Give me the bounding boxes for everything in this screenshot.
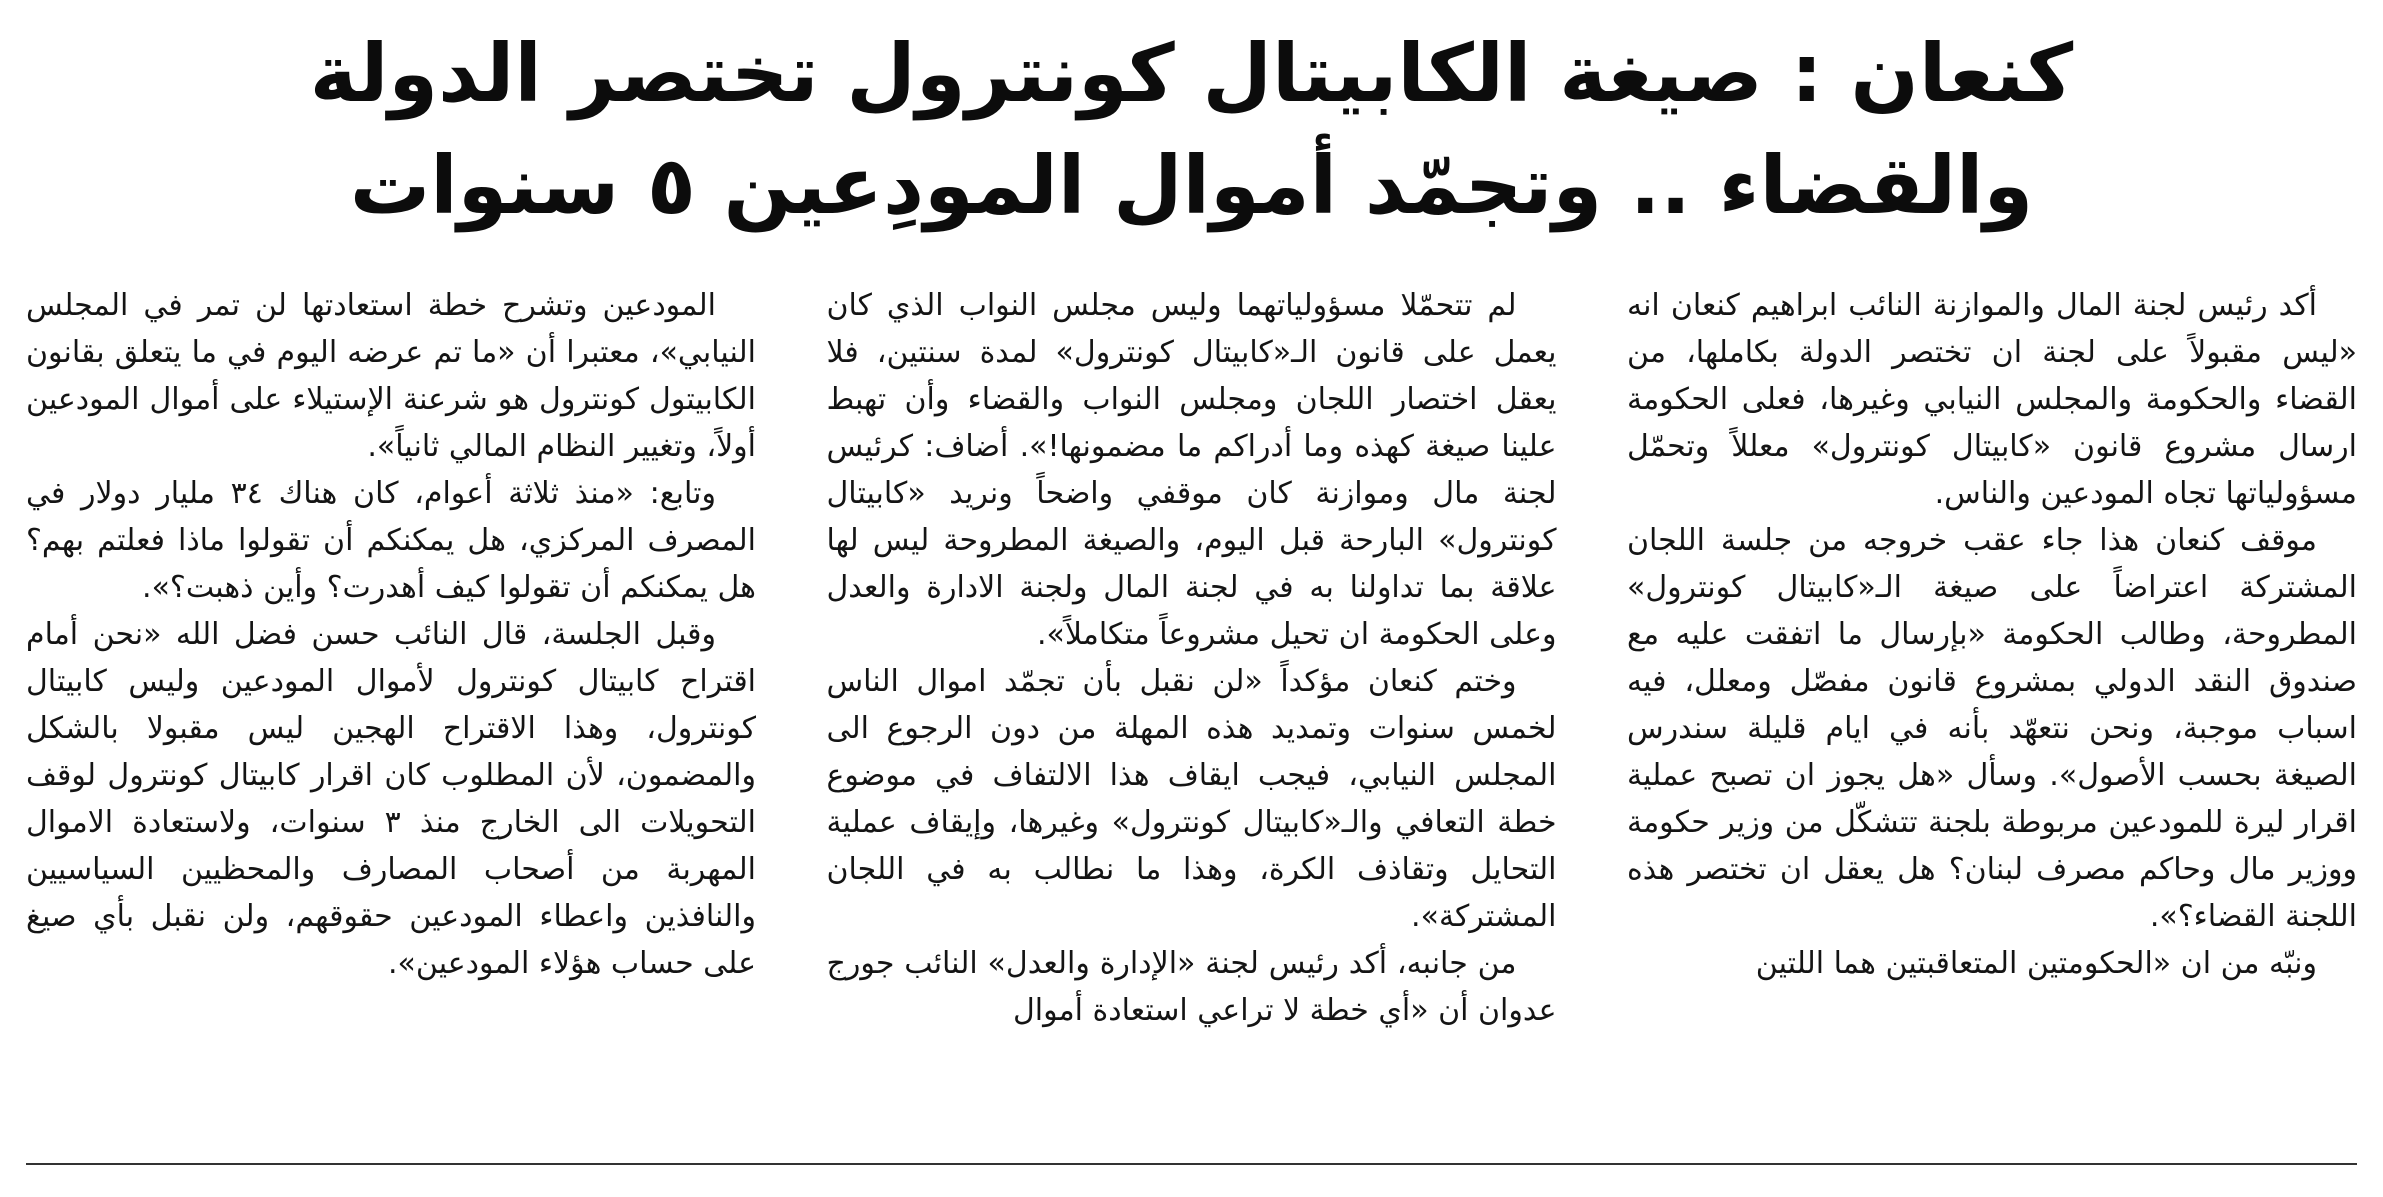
- column-3-paragraph-3: وقبل الجلسة، قال النائب حسن فضل الله «نحن أمام اقتراح كابيتال كونترول لأموال المودعين وليس كابيتال كونترول، وهذا الاقتراح الهجين ليس مقبولا بالشكل والمضمون، لأن المطلوب كان اقرار كابيتال كونترول لوقف التحويلات الى الخارج منذ ٣ سنوات، ولاستعادة الاموال المهربة من أصحاب المصارف والمحظيين السياسيين والنافذين واعطاء المودعين حقوقهم، ولن نقبل بأي صيغ على حساب هؤلاء المودعين».: [26, 617, 756, 981]
- column-3-paragraph-1: المودعين وتشرح خطة استعادتها لن تمر في المجلس النيابي»، معتبرا أن «ما تم عرضه اليوم في ما يتعلق بقانون الكابيتول كونترول هو شرعنة الإستيلاء على أموال المودعين أولاً، وتغيير النظام المالي ثانياً».: [26, 288, 756, 464]
- headline-line-1: كنعان : صيغة الكابيتال كونترول تختصر الدولة: [309, 27, 2074, 120]
- article-column-1: [1627, 282, 2357, 1142]
- headline-line-2: والقضاء .. وتجمّد أموال المودِعين ٥ سنوات: [349, 139, 2034, 232]
- column-2-paragraph-2: وختم كنعان مؤكداً «لن نقبل بأن تجمّد اموال الناس لخمس سنوات وتمديد هذه المهلة من دون الرجوع الى المجلس النيابي، فيجب ايقاف هذا الالتفاف في موضوع خطة التعافي والـ«كابيتال كونترول» وغيرها، وإيقاف عملية التحايل وتقاذف الكرة، وهذا ما نطالب به في اللجان المشتركة».: [826, 664, 1557, 934]
- article-columns: [26, 282, 2357, 1142]
- column-3-paragraph-2: وتابع: «منذ ثلاثة أعوام، كان هناك ٣٤ مليار دولار في المصرف المركزي، هل يمكنكم أن تقولوا ماذا فعلتم بهم؟ هل يمكنكم أن تقولوا كيف أهدرت؟ وأين ذهبت؟».: [26, 476, 756, 605]
- column-2-paragraph-1: لم تتحمّلا مسؤولياتهما وليس مجلس النواب الذي كان يعمل على قانون الـ«كابيتال كونترول» لمدة سنتين، فلا يعقل اختصار اللجان ومجلس النواب والقضاء وأن تهبط علينا صيغة كهذه وما أدراكم ما مضمونها!». أضاف: كرئيس لجنة مال وموازنة كان موقفي واضحاً ونريد «كابيتال كونترول» البارحة قبل اليوم، والصيغة المطروحة ليس لها علاقة بما تداولنا به في لجنة المال ولجنة الادارة والعدل وعلى الحكومة ان تحيل مشروعاً متكاملاً».: [826, 288, 1557, 652]
- bottom-divider: [26, 1163, 2357, 1165]
- column-1-paragraph-3: ونبّه من ان «الحكومتين المتعاقبتين هما اللتين: [1755, 946, 2317, 981]
- column-2-paragraph-3: من جانبه، أكد رئيس لجنة «الإدارة والعدل» النائب جورج عدوان أن «أي خطة لا تراعي استعادة أموال: [826, 946, 1557, 1028]
- article-headline: [30, 18, 2353, 242]
- article-column-3: [26, 282, 756, 1142]
- article-column-2: [827, 282, 1557, 1142]
- column-1-paragraph-2: موقف كنعان هذا جاء عقب خروجه من جلسة اللجان المشتركة اعتراضاً على صيغة الـ«كابيتال كونترول» المطروحة، وطالب الحكومة «بإرسال ما اتفقت عليه مع صندوق النقد الدولي بمشروع قانون مفصّل ومعلل، فيه اسباب موجبة، ونحن نتعهّد بأنه في ايام قليلة سندرس الصيغة بحسب الأصول». وسأل «هل يجوز ان تصبح عملية اقرار ليرة للمودعين مربوطة بلجنة تتشكّل من وزير حكومة ووزير مال وحاكم مصرف لبنان؟ هل يعقل ان تختصر هذه اللجنة القضاء؟».: [1627, 523, 2357, 934]
- column-1-paragraph-1: أكد رئيس لجنة المال والموازنة النائب ابراهيم كنعان انه «ليس مقبولاً على لجنة ان تختصر الدولة بكاملها، من القضاء والحكومة والمجلس النيابي وغيرها، فعلى الحكومة ارسال مشروع قانون «كابيتال كونترول» معللاً وتحمّل مسؤولياتها تجاه المودعين والناس.: [1627, 288, 2357, 511]
